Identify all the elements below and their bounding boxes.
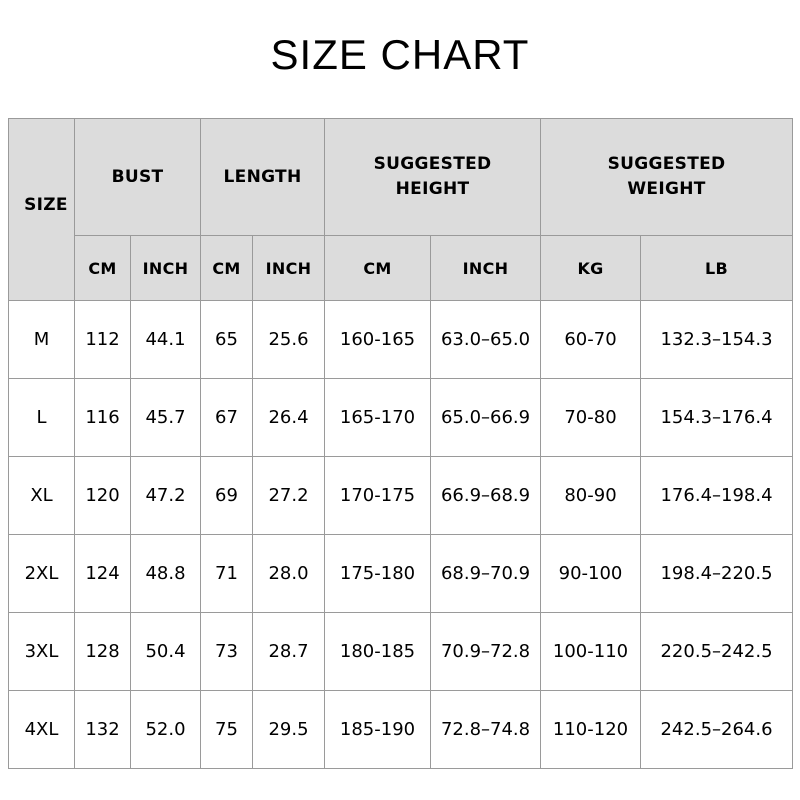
cell-bust-inch: 47.2 bbox=[131, 457, 201, 535]
unit-header-height-inch: INCH bbox=[431, 236, 541, 301]
cell-weight-kg: 70-80 bbox=[541, 379, 641, 457]
cell-length-inch: 27.2 bbox=[253, 457, 325, 535]
cell-bust-cm: 112 bbox=[75, 301, 131, 379]
cell-weight-lb: 220.5–242.5 bbox=[641, 613, 793, 691]
size-chart-table bbox=[8, 118, 793, 769]
cell-height-cm: 180-185 bbox=[325, 613, 431, 691]
cell-weight-lb: 198.4–220.5 bbox=[641, 535, 793, 613]
table-row bbox=[9, 301, 793, 379]
cell-length-cm: 75 bbox=[201, 691, 253, 769]
cell-length-cm: 65 bbox=[201, 301, 253, 379]
cell-weight-kg: 100-110 bbox=[541, 613, 641, 691]
table-row bbox=[9, 535, 793, 613]
cell-size: 3XL bbox=[9, 613, 75, 691]
page-title: SIZE CHART bbox=[270, 31, 530, 78]
table-row bbox=[9, 613, 793, 691]
cell-height-cm: 170-175 bbox=[325, 457, 431, 535]
cell-size: 2XL bbox=[9, 535, 75, 613]
cell-weight-kg: 60-70 bbox=[541, 301, 641, 379]
table-header bbox=[9, 119, 793, 301]
header-row-groups bbox=[9, 119, 793, 236]
column-group-suggested-weight bbox=[541, 119, 793, 236]
cell-bust-cm: 120 bbox=[75, 457, 131, 535]
column-group-suggested-height-line1: SUGGESTED bbox=[373, 154, 492, 175]
cell-length-inch: 28.7 bbox=[253, 613, 325, 691]
cell-height-inch: 68.9–70.9 bbox=[431, 535, 541, 613]
column-group-suggested-weight-line1: SUGGESTED bbox=[607, 154, 726, 175]
column-group-suggested-height-line2: HEIGHT bbox=[395, 179, 470, 199]
cell-weight-kg: 110-120 bbox=[541, 691, 641, 769]
cell-length-cm: 73 bbox=[201, 613, 253, 691]
cell-bust-cm: 132 bbox=[75, 691, 131, 769]
cell-height-inch: 72.8–74.8 bbox=[431, 691, 541, 769]
cell-length-inch: 28.0 bbox=[253, 535, 325, 613]
cell-bust-inch: 48.8 bbox=[131, 535, 201, 613]
cell-bust-cm: 124 bbox=[75, 535, 131, 613]
cell-height-cm: 160-165 bbox=[325, 301, 431, 379]
column-group-suggested-height bbox=[325, 119, 541, 236]
column-group-bust: BUST bbox=[75, 119, 201, 236]
cell-bust-inch: 50.4 bbox=[131, 613, 201, 691]
cell-weight-lb: 154.3–176.4 bbox=[641, 379, 793, 457]
cell-weight-kg: 90-100 bbox=[541, 535, 641, 613]
cell-size: 4XL bbox=[9, 691, 75, 769]
cell-height-inch: 65.0–66.9 bbox=[431, 379, 541, 457]
cell-weight-lb: 242.5–264.6 bbox=[641, 691, 793, 769]
table-row bbox=[9, 379, 793, 457]
unit-header-length-inch: INCH bbox=[253, 236, 325, 301]
cell-length-inch: 25.6 bbox=[253, 301, 325, 379]
cell-bust-inch: 45.7 bbox=[131, 379, 201, 457]
unit-header-height-cm: CM bbox=[325, 236, 431, 301]
cell-height-inch: 63.0–65.0 bbox=[431, 301, 541, 379]
header-row-units bbox=[9, 236, 793, 301]
column-group-suggested-weight-line2: WEIGHT bbox=[627, 179, 706, 199]
cell-weight-lb: 132.3–154.3 bbox=[641, 301, 793, 379]
unit-header-bust-inch: INCH bbox=[131, 236, 201, 301]
cell-bust-cm: 128 bbox=[75, 613, 131, 691]
cell-bust-inch: 52.0 bbox=[131, 691, 201, 769]
cell-length-cm: 69 bbox=[201, 457, 253, 535]
cell-height-cm: 185-190 bbox=[325, 691, 431, 769]
unit-header-weight-kg: KG bbox=[541, 236, 641, 301]
cell-length-cm: 71 bbox=[201, 535, 253, 613]
cell-height-inch: 66.9–68.9 bbox=[431, 457, 541, 535]
cell-bust-inch: 44.1 bbox=[131, 301, 201, 379]
unit-header-bust-cm: CM bbox=[75, 236, 131, 301]
cell-size: L bbox=[9, 379, 75, 457]
cell-size: M bbox=[9, 301, 75, 379]
table-row bbox=[9, 691, 793, 769]
cell-height-cm: 175-180 bbox=[325, 535, 431, 613]
cell-length-inch: 26.4 bbox=[253, 379, 325, 457]
cell-weight-kg: 80-90 bbox=[541, 457, 641, 535]
cell-length-cm: 67 bbox=[201, 379, 253, 457]
table-row bbox=[9, 457, 793, 535]
cell-height-cm: 165-170 bbox=[325, 379, 431, 457]
table-body bbox=[9, 301, 793, 769]
cell-size: XL bbox=[9, 457, 75, 535]
cell-height-inch: 70.9–72.8 bbox=[431, 613, 541, 691]
column-header-size: SIZE bbox=[9, 119, 75, 301]
cell-weight-lb: 176.4–198.4 bbox=[641, 457, 793, 535]
cell-bust-cm: 116 bbox=[75, 379, 131, 457]
unit-header-length-cm: CM bbox=[201, 236, 253, 301]
size-chart-table-container bbox=[8, 118, 792, 769]
column-group-length: LENGTH bbox=[201, 119, 325, 236]
unit-header-weight-lb: LB bbox=[641, 236, 793, 301]
cell-length-inch: 29.5 bbox=[253, 691, 325, 769]
